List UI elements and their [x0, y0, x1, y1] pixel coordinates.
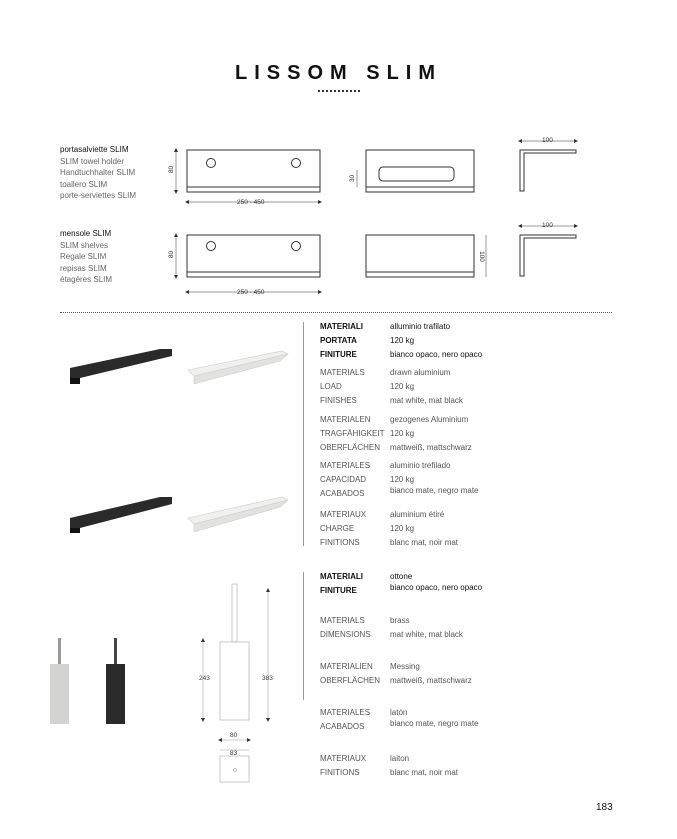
shelves-name-de: Regale SLIM: [60, 252, 107, 261]
black-toilet-brush-image: [106, 664, 125, 724]
toilet-brush-photos: [40, 630, 140, 730]
shelves-name-en: SLIM shelves: [60, 240, 109, 250]
white-toilet-brush-image: [50, 664, 69, 724]
shelves-depth-dim: 100: [477, 251, 485, 262]
shelves-side-dim: 100: [542, 222, 553, 229]
brush-width-dim-1: 80: [230, 732, 238, 739]
brush-width-dim-2: 83: [230, 750, 238, 757]
shelves-name-es: repisas SLIM: [60, 263, 107, 273]
toilet-brush-drawing: [195, 580, 285, 810]
black-shelf-image: [70, 497, 172, 528]
page-title: LISSOM SLIM: [235, 62, 442, 84]
shelves-front-view: [187, 235, 320, 277]
section-separator: [60, 312, 612, 313]
spec-divider-2: [303, 572, 304, 700]
towel-holder-front-view: [187, 150, 320, 192]
towel-holder-name-fr: porte-serviettes SLIM: [60, 191, 137, 200]
shelves-back-view: [366, 235, 474, 277]
brush-height-dim-2: 383: [262, 675, 273, 682]
spec-divider-1: [303, 322, 304, 546]
towel-holder-name-en: SLIM towel holder: [60, 156, 125, 166]
shelves-height-dim: 80: [168, 250, 176, 259]
towel-holder-height-dim: 80: [168, 165, 176, 174]
towel-holder-profile: [520, 150, 576, 191]
shelves-width-dim: 250 - 450: [237, 289, 265, 296]
shelves-name: mensole SLIM: [60, 229, 112, 238]
towel-holder-name-es: toallero SLIM: [60, 179, 108, 189]
brush-height-dim-1: 243: [199, 675, 210, 682]
spec-table-aluminium: MATERIALI alluminio trafilato PORTATA 120 kg FINITURE bianco opaco, nero opaco MATERIALS drawn aluminium LOAD 120 kg FINISHES mat white, mat black MATERIALEN gezogenes Aluminium TRAGFÄHIGKEIT 120 kg OBERFLÄCHEN mattweiß, mattschwarz MATERIALES aluminio trefilado CAPACIDAD 120 kg ACABADOS bianco mate, negro mate MATERIAUX aluminium étiré CHARGE 120 kg FINITIONS blanc mat, noir mat: [320, 322, 483, 547]
towel-holder-back-view: [366, 150, 474, 192]
shelf-photos: [60, 340, 300, 540]
shelves-profile: [520, 235, 576, 276]
towel-holder-name: portasalviette SLIM: [60, 145, 129, 154]
white-shelf-image: [188, 497, 288, 524]
towel-holder-depth-dim: 30: [349, 174, 357, 183]
towel-holder-side-dim: 100: [542, 137, 553, 144]
towel-holder-name-de: Handtuchhalter SLIM: [60, 168, 136, 177]
spec-table-brass: MATERIALI ottone FINITURE bianco opaco, nero opaco MATERIALS brass DIMENSIONS mat white, mat black MATERIALIEN Messing OBERFLÄCHEN mattweiß, mattschwarz MATERIALES latón ACABADOS bianco mate, negro mate MATERIAUX laiton FINITIONS blanc mat, noir mat: [320, 572, 483, 777]
shelves-name-fr: étagères SLIM: [60, 275, 113, 284]
towel-holder-width-dim: 250 - 450: [237, 199, 265, 206]
black-towel-holder-image: [70, 349, 172, 378]
technical-drawings: [0, 0, 677, 310]
page-number: 183: [596, 802, 613, 813]
